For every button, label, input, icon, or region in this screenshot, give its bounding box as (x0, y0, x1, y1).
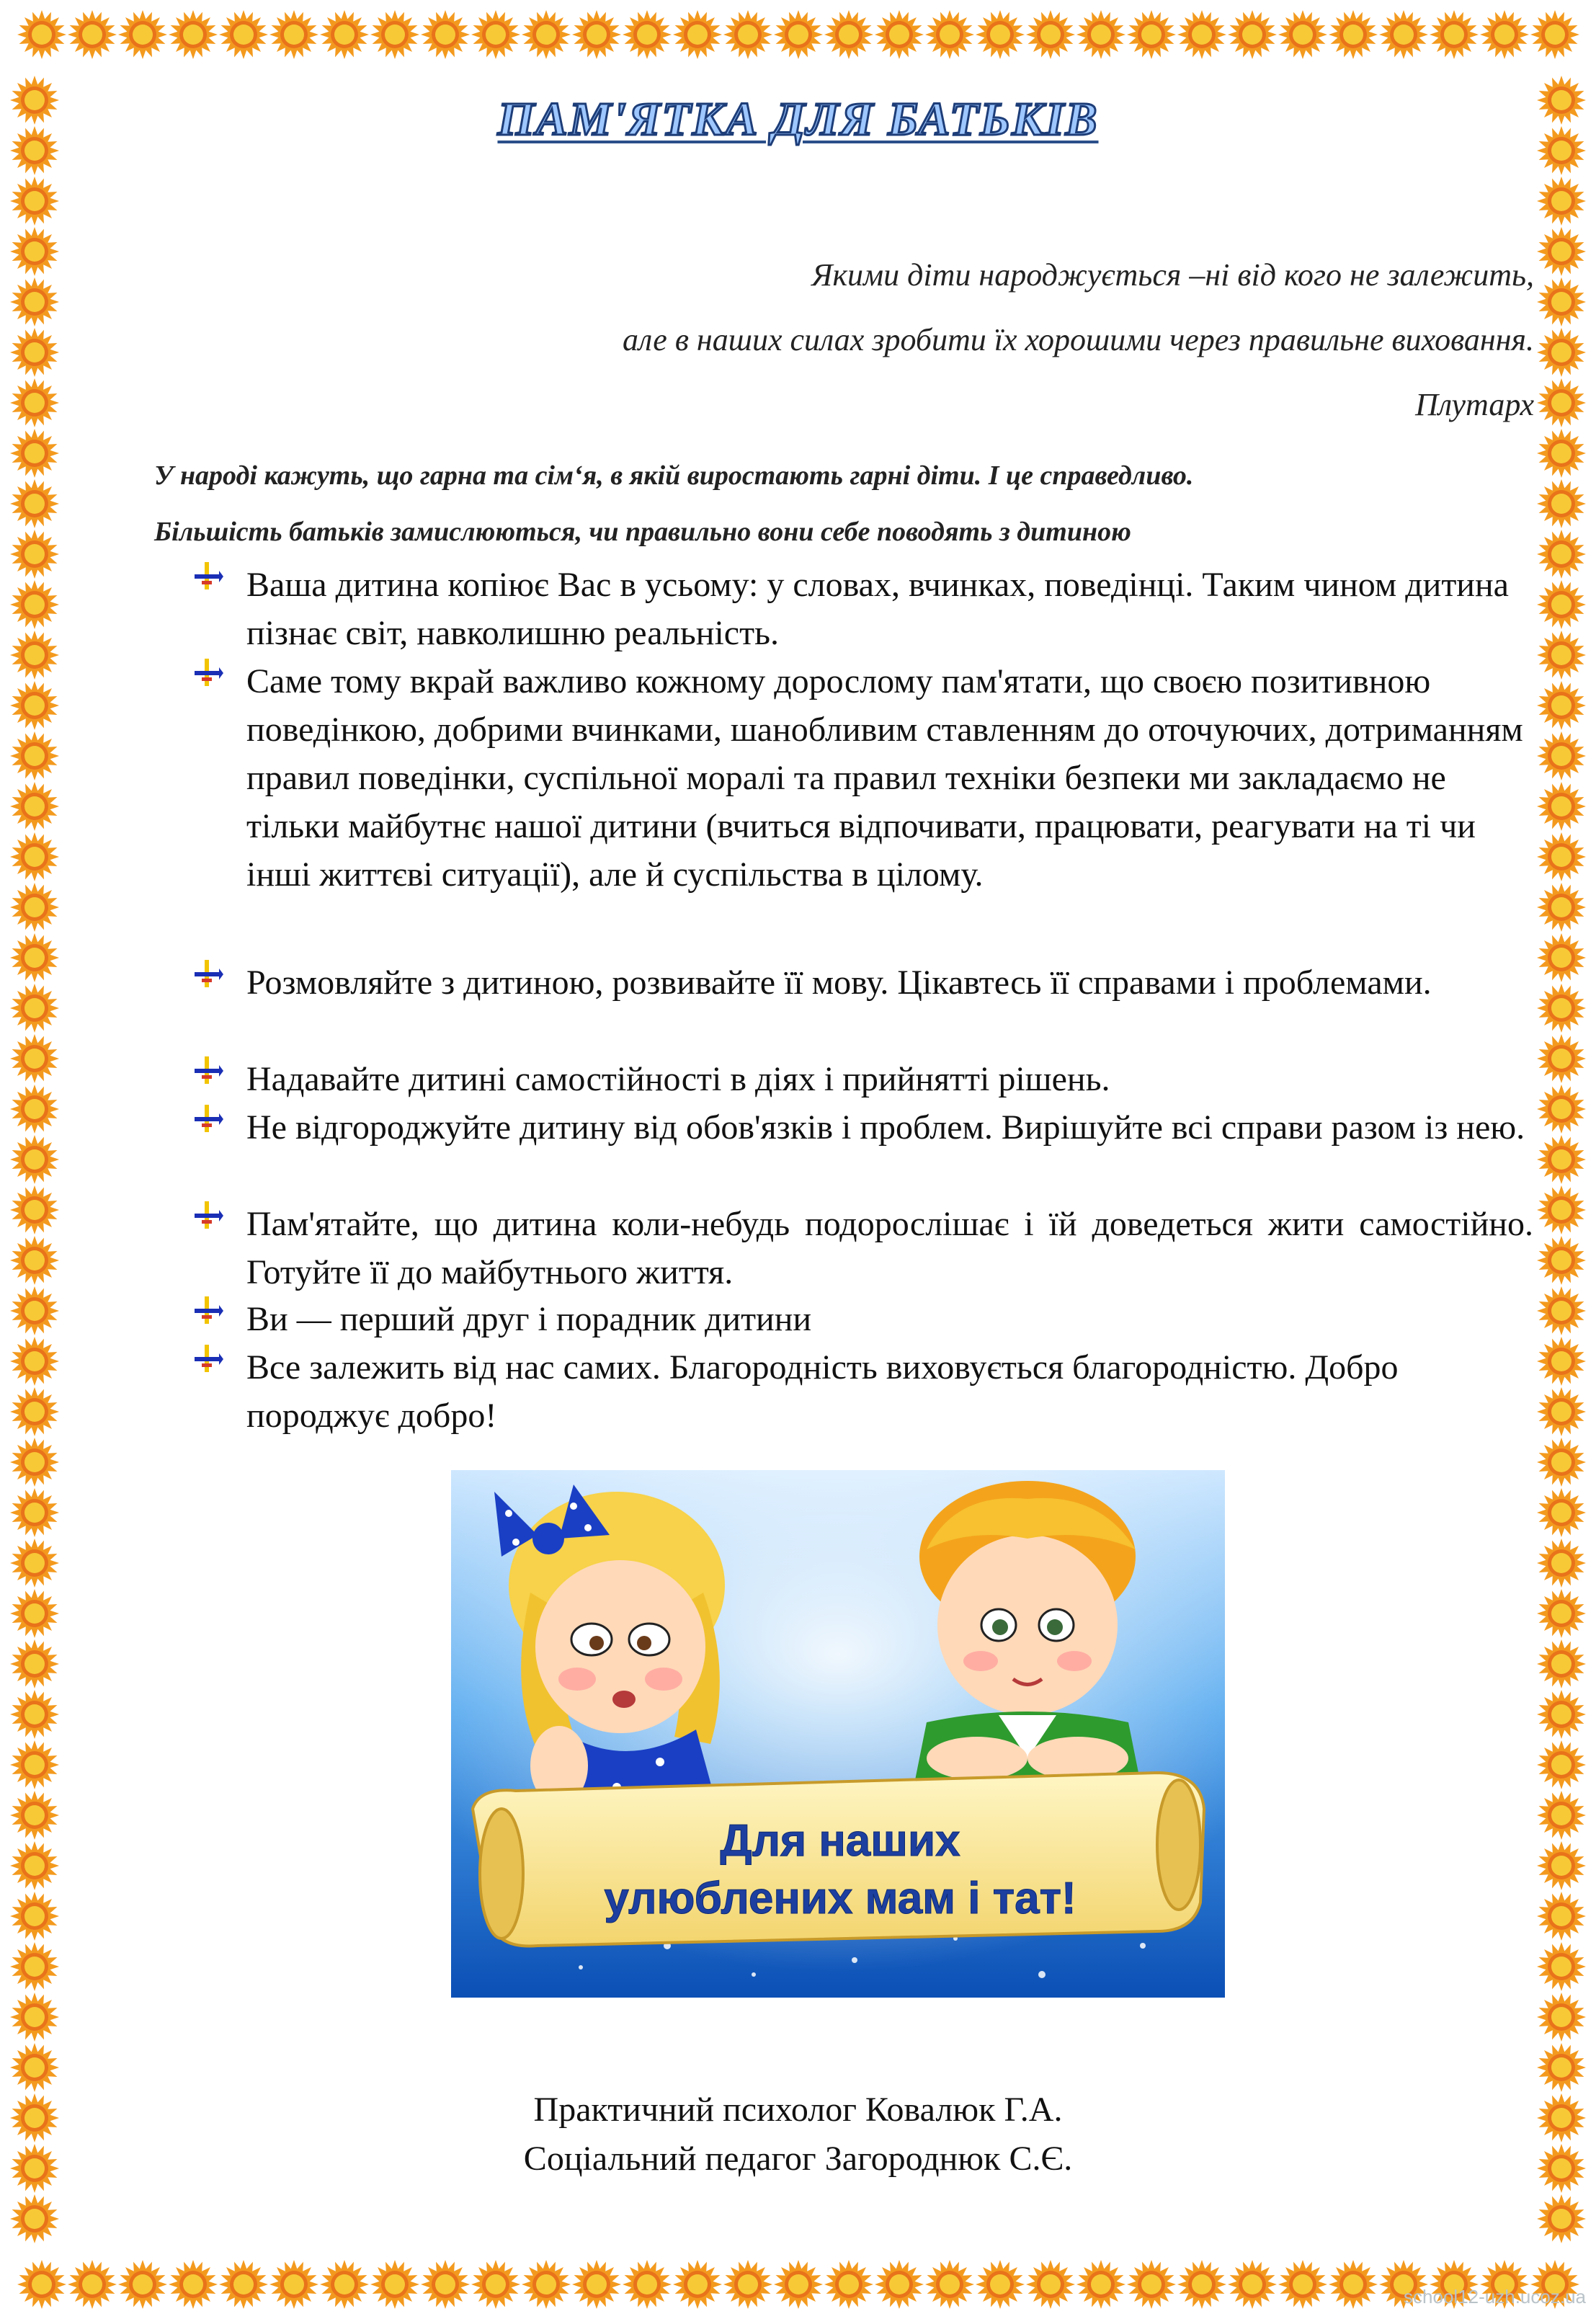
sun-icon (1535, 1638, 1587, 1690)
sun-icon (1277, 9, 1329, 61)
sun-icon (1535, 2042, 1587, 2093)
sun-icon (772, 9, 824, 61)
sun-icon (1535, 831, 1587, 883)
sun-icon (1535, 1840, 1587, 1892)
tip-item (195, 1055, 1533, 1103)
sun-icon (1176, 2258, 1228, 2310)
sun-icon (9, 1991, 61, 2043)
sun-icon (369, 2258, 421, 2310)
sun-icon (1226, 9, 1278, 61)
sun-icon (9, 1941, 61, 1993)
sun-icon (1535, 1487, 1587, 1539)
sun-icon (66, 9, 118, 61)
tip-text: Надавайте дитині самостійності в діях і прийнятті рішень. (246, 1060, 1110, 1098)
sun-icon (722, 9, 774, 61)
sun-icon (1535, 1436, 1587, 1488)
sun-icon (9, 175, 61, 227)
tip-text: Розмовляйте з дитиною, розвивайте її мову. Цікавтесь її справами і проблемами. (246, 963, 1432, 1002)
arrow-bullet-icon (195, 1056, 223, 1084)
sun-icon (1327, 2258, 1379, 2310)
sun-icon (1535, 579, 1587, 631)
arrow-bullet-icon (195, 1345, 223, 1372)
sun-icon (873, 9, 925, 61)
arrow-bullet-icon (195, 1105, 223, 1132)
sun-icon (9, 1789, 61, 1841)
sun-icon (1378, 9, 1430, 61)
sun-icon (1535, 528, 1587, 580)
sun-icon (117, 2258, 169, 2310)
sun-icon (1535, 1083, 1587, 1135)
sun-border-left (0, 69, 69, 2250)
page-title: ПАМ'ЯТКА ДЛЯ БАТЬКІВ (497, 93, 1099, 146)
sun-icon (419, 9, 471, 61)
sun-icon (9, 1436, 61, 1488)
sun-icon (9, 881, 61, 933)
sun-icon (16, 9, 68, 61)
sun-icon (9, 780, 61, 832)
sun-icon (9, 1386, 61, 1438)
sun-icon (1535, 982, 1587, 1034)
sun-icon (772, 2258, 824, 2310)
sun-icon (9, 377, 61, 429)
arrow-bullet-icon (195, 1201, 223, 1229)
sun-icon (268, 9, 320, 61)
sun-icon (1535, 1941, 1587, 1993)
tip-item (195, 1103, 1533, 1152)
sun-icon (571, 9, 623, 61)
signature-psychologist: Практичний психолог Ковалюк Г.А. (533, 2091, 1063, 2129)
sun-icon (924, 2258, 976, 2310)
sun-icon (621, 9, 673, 61)
sun-icon (873, 2258, 925, 2310)
sun-icon (520, 9, 572, 61)
sun-icon (1535, 427, 1587, 479)
sun-icon (1535, 1335, 1587, 1387)
sun-icon (1535, 2193, 1587, 2245)
sun-icon (66, 2258, 118, 2310)
sun-icon (470, 9, 522, 61)
sun-icon (16, 2258, 68, 2310)
sun-icon (1535, 1739, 1587, 1791)
sun-icon (9, 1033, 61, 1085)
sun-icon (1535, 1588, 1587, 1639)
signature-social-pedagogue: Соціальний педагог Загороднюк С.Є. (523, 2140, 1073, 2178)
sun-icon (9, 276, 61, 328)
sun-icon (318, 2258, 370, 2310)
sun-icon (9, 1688, 61, 1740)
sun-icon (9, 831, 61, 883)
sun-icon (1075, 9, 1127, 61)
sun-icon (1535, 326, 1587, 378)
epigraph-line-2: але в наших силах зробити їх хорошими через правильне виховання. (623, 322, 1534, 357)
arrow-bullet-icon (195, 562, 223, 589)
sun-icon (1535, 1234, 1587, 1286)
sun-icon (1075, 2258, 1127, 2310)
banner-line-1: Для наших (720, 1816, 960, 1866)
sun-icon (1125, 9, 1177, 61)
sun-icon (9, 1537, 61, 1589)
sun-icon (1535, 629, 1587, 681)
sun-icon (1535, 1991, 1587, 2043)
sun-icon (1226, 2258, 1278, 2310)
sun-icon (9, 1083, 61, 1135)
sun-icon (1535, 730, 1587, 782)
sun-icon (9, 2193, 61, 2245)
sun-icon (1535, 1890, 1587, 1942)
sun-icon (520, 2258, 572, 2310)
sun-border-bottom (0, 2250, 1596, 2319)
tip-text: Саме тому вкрай важливо кожному дорослому пам'ятати, що своєю позитивною поведінкою, добрими вчинками, шанобливим ставленням до оточуючих, дотриманням правил поведінки, суспільної моралі та правил техніки безпеки ми закладаємо не тільки майбутнє нашої дитини (вчиться відпочивати, працювати, реагувати на ті чи інші життєві ситуації), але й суспільства в цілому. (246, 662, 1523, 894)
sun-icon (722, 2258, 774, 2310)
sun-icon (823, 9, 875, 61)
sun-icon (672, 9, 723, 61)
sun-icon (1535, 1386, 1587, 1438)
sun-icon (571, 2258, 623, 2310)
banner-line-2: улюблених мам і тат! (604, 1874, 1076, 1923)
sun-icon (218, 9, 269, 61)
epigraph-line-1: Якими діти народжується –ні від кого не залежить, (811, 257, 1534, 293)
sun-icon (1535, 1033, 1587, 1085)
sun-icon (9, 982, 61, 1034)
sun-icon (9, 1890, 61, 1942)
sun-icon (9, 2042, 61, 2093)
arrow-bullet-icon (195, 659, 223, 686)
tip-text: Пам'ятайте, що дитина коли-небудь подорослішає і їй доведеться жити самостійно. Готуйте її до майбутнього життя. (246, 1205, 1533, 1291)
sun-icon (117, 9, 169, 61)
sun-icon (470, 2258, 522, 2310)
tip-item (195, 657, 1533, 899)
sun-icon (1535, 1688, 1587, 1740)
sun-icon (1535, 1537, 1587, 1589)
sun-icon (9, 1134, 61, 1185)
sun-icon (9, 1335, 61, 1387)
sun-icon (9, 1184, 61, 1236)
sun-icon (9, 427, 61, 479)
sun-icon (1529, 9, 1581, 61)
sun-icon (9, 1487, 61, 1539)
sun-icon (167, 9, 219, 61)
sun-icon (1125, 2258, 1177, 2310)
sun-icon (1535, 680, 1587, 731)
tip-item (195, 561, 1533, 657)
sun-icon (1327, 9, 1379, 61)
sun-icon (1535, 780, 1587, 832)
sun-icon (268, 2258, 320, 2310)
intro-line-1: У народі кажуть, що гарна та сім‘я, в якій виростають гарні діти. І це справедливо. (154, 460, 1194, 491)
epigraph-author: Плутарх (1415, 387, 1534, 422)
boy-figure (912, 1481, 1143, 1794)
sun-border-top (0, 0, 1596, 69)
sun-icon (9, 579, 61, 631)
tip-item (195, 1200, 1533, 1296)
sun-icon (1535, 932, 1587, 984)
sun-icon (9, 1638, 61, 1690)
sun-icon (9, 226, 61, 277)
sun-icon (1025, 9, 1076, 61)
sun-border-right (1527, 69, 1596, 2250)
tip-text: Все залежить від нас самих. Благородність виховується благородністю. Добро породжує добро! (246, 1348, 1399, 1435)
tip-item (195, 1295, 1533, 1343)
sun-icon (1535, 478, 1587, 530)
sun-icon (1025, 2258, 1076, 2310)
sun-icon (9, 932, 61, 984)
sun-icon (1535, 1285, 1587, 1337)
sun-icon (974, 2258, 1026, 2310)
intro-line-2: Більшість батьків замислюються, чи правильно вони себе поводять з дитиною (154, 517, 1131, 547)
sun-icon (167, 2258, 219, 2310)
sun-icon (1277, 2258, 1329, 2310)
tip-text: Ваша дитина копіює Вас в усьому: у словах, вчинках, поведінці. Таким чином дитина пізнає світ, навколишню реальність. (246, 566, 1509, 652)
children-illustration (451, 1470, 1225, 1998)
sun-icon (1428, 9, 1480, 61)
arrow-bullet-icon (195, 1296, 223, 1324)
tip-item (195, 1343, 1533, 1440)
sun-icon (9, 1840, 61, 1892)
sun-icon (9, 1285, 61, 1337)
sun-icon (1535, 175, 1587, 227)
sun-icon (1535, 1134, 1587, 1185)
sun-icon (9, 1234, 61, 1286)
sun-icon (9, 326, 61, 378)
tip-item (195, 958, 1533, 1007)
sun-icon (9, 680, 61, 731)
sun-icon (1535, 226, 1587, 277)
sun-icon (9, 730, 61, 782)
sun-icon (621, 2258, 673, 2310)
sun-icon (672, 2258, 723, 2310)
sun-icon (1535, 1184, 1587, 1236)
sun-icon (9, 528, 61, 580)
sun-icon (1535, 1789, 1587, 1841)
sun-icon (823, 2258, 875, 2310)
arrow-bullet-icon (195, 960, 223, 987)
sun-icon (9, 478, 61, 530)
sun-icon (369, 9, 421, 61)
sun-icon (419, 2258, 471, 2310)
sun-icon (1535, 377, 1587, 429)
sun-icon (1176, 9, 1228, 61)
site-watermark: school12-uzh.ucoz.ua (1404, 2286, 1586, 2307)
tip-text: Ви — перший друг і порадник дитини (246, 1300, 812, 1338)
sun-icon (318, 9, 370, 61)
sun-icon (218, 2258, 269, 2310)
sun-icon (1535, 276, 1587, 328)
tip-text: Не відгороджуйте дитину від обов'язків і проблем. Вирішуйте всі справи разом із нею. (246, 1108, 1525, 1147)
sun-icon (1479, 9, 1530, 61)
sun-icon (974, 9, 1026, 61)
sun-icon (924, 9, 976, 61)
sun-icon (9, 629, 61, 681)
sun-icon (9, 1739, 61, 1791)
sun-icon (9, 1588, 61, 1639)
sun-icon (1535, 881, 1587, 933)
